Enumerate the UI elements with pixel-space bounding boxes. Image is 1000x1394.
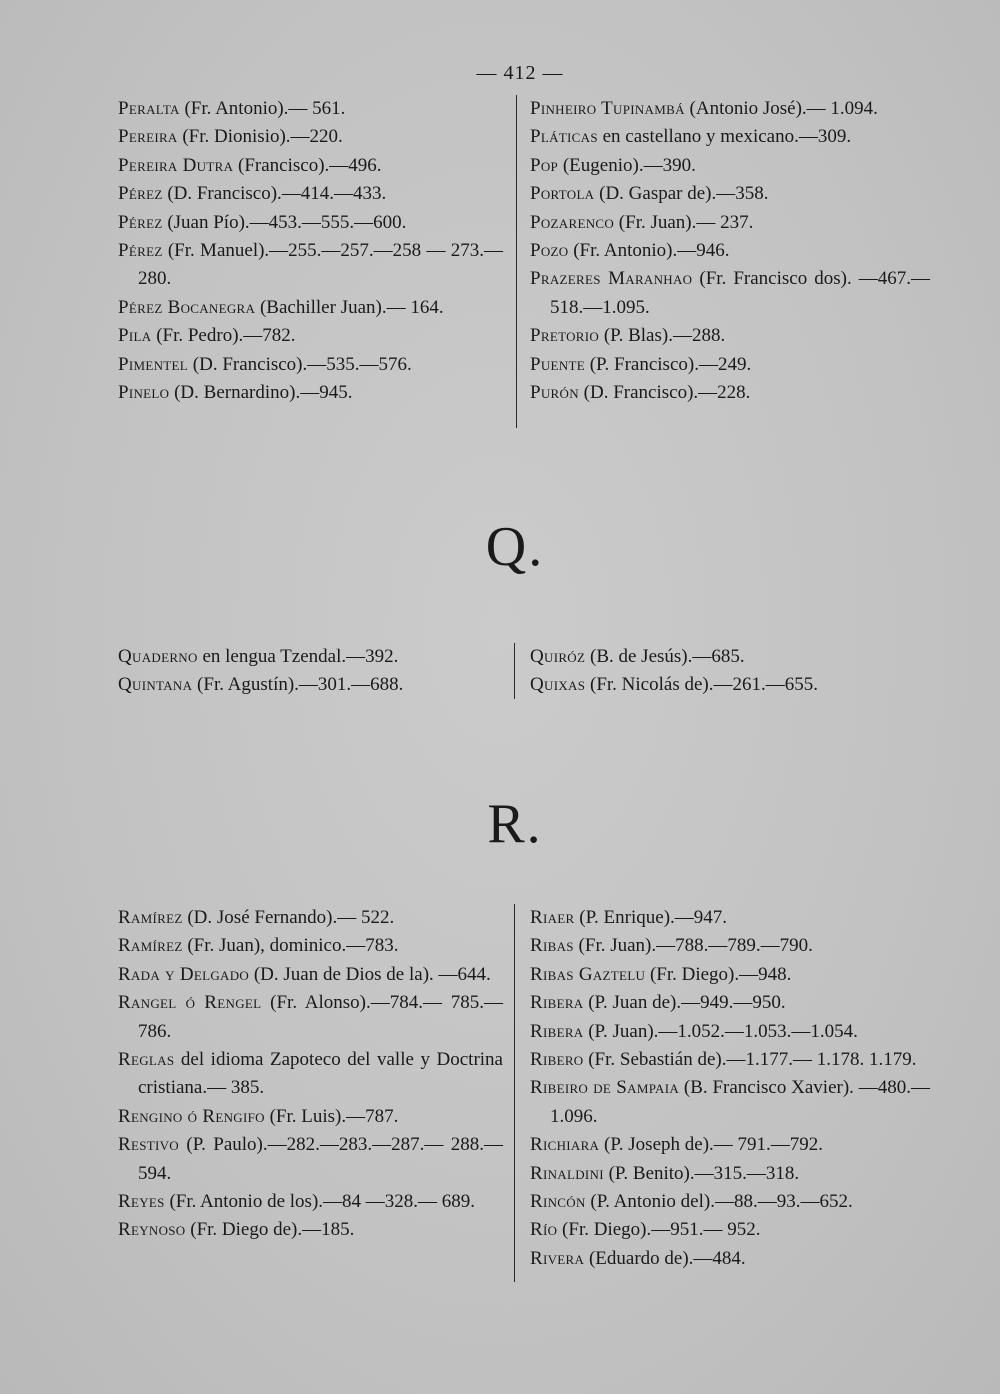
entry-reference: (P. Blas).—288. [599, 325, 726, 347]
entry-name: Reglas [118, 1049, 175, 1071]
entry-name: Pop [530, 154, 559, 176]
entry-name: Quintana [118, 674, 193, 696]
entry-name: Quiróz [530, 646, 586, 667]
index-entry [530, 123, 930, 151]
entry-name: Restivo [118, 1134, 179, 1156]
column-divider [514, 643, 515, 699]
entry-reference: (Fr. Manuel).—255.—257.—258 — 273.—280. [138, 240, 503, 290]
letter-heading-q: Q. [485, 516, 545, 578]
entry-name: Quixas [530, 674, 586, 696]
entry-name: Ramírez [118, 907, 183, 928]
index-entry [118, 989, 503, 1046]
entry-name: Pozarenco [530, 211, 615, 233]
index-entry [118, 379, 503, 407]
index-entry [118, 95, 503, 123]
index-entry [118, 1188, 503, 1216]
index-entry [118, 1216, 503, 1244]
entry-reference: (Antonio José).— 1.094. [684, 98, 878, 119]
entry-reference: (Fr. Diego).—948. [645, 963, 792, 985]
index-entry [530, 95, 930, 123]
entry-name: Ribera [530, 1020, 584, 1042]
index-entry [118, 1103, 503, 1131]
entry-name: Pérez [118, 183, 163, 205]
entry-name: Ramírez [118, 935, 183, 957]
index-entry [530, 904, 930, 932]
entry-name: Reyes [118, 1191, 165, 1213]
entry-name: Puente [530, 353, 585, 375]
entry-name: Rengino ó Rengifo [118, 1105, 265, 1127]
entry-reference: (Fr. Luis).—787. [264, 1105, 399, 1127]
index-entry [530, 1216, 930, 1244]
entry-reference: (Fr. Antonio).—946. [568, 240, 730, 262]
index-entry [118, 961, 503, 989]
entry-name: Riaer [530, 907, 575, 928]
entry-name: Richiara [530, 1134, 600, 1156]
section-r-left-column [118, 904, 503, 1245]
entry-name: Rinaldini [530, 1162, 604, 1184]
entry-name: Pláticas [530, 126, 598, 148]
entry-reference: (Fr. Francisco dos). —467.—518.—1.095. [550, 268, 930, 318]
section-p-left-column [118, 95, 503, 407]
index-entry [118, 294, 503, 322]
entry-name: Pinheiro Tupinambá [530, 98, 685, 119]
index-entry [530, 989, 930, 1017]
entry-reference: en lengua Tzendal.—392. [197, 646, 399, 667]
entry-name: Pereira [118, 126, 178, 148]
entry-name: Ribeiro de Sampaia [530, 1077, 680, 1099]
section-p [0, 95, 1000, 435]
index-entry [530, 1074, 930, 1131]
entry-reference: (P. Joseph de).— 791.—792. [599, 1134, 824, 1156]
entry-name: Pinelo [118, 382, 170, 404]
entry-reference: (P. Benito).—315.—318. [603, 1162, 800, 1184]
entry-name: Rivera [530, 1247, 585, 1269]
index-entry [118, 351, 503, 379]
index-entry [530, 1018, 930, 1046]
entry-reference: (Eduardo de).—484. [584, 1247, 746, 1269]
entry-name: Reynoso [118, 1219, 186, 1241]
entry-reference: (D. Juan de Dios de la). —644. [249, 963, 491, 985]
section-r [0, 904, 1000, 1294]
entry-name: Ribero [530, 1049, 584, 1071]
index-entry [530, 237, 930, 265]
entry-reference: (Fr. Nicolás de).—261.—655. [585, 674, 818, 696]
entry-reference: (P. Paulo).—282.—283.—287.— 288.—594. [138, 1134, 503, 1184]
index-entry [530, 671, 930, 699]
index-entry [530, 643, 930, 671]
index-entry [530, 961, 930, 989]
section-r-right-column [530, 904, 930, 1273]
entry-name: Ribas Gaztelu [530, 963, 646, 985]
entry-reference: (D. Gaspar de).—358. [594, 183, 769, 205]
index-entry [118, 237, 503, 294]
entry-reference: (P. Juan de).—949.—950. [583, 992, 786, 1014]
entry-name: Pretorio [530, 325, 600, 347]
entry-reference: (Fr. Antonio).— 561. [179, 98, 346, 119]
entry-reference: (Fr. Juan), dominico.—783. [182, 935, 399, 957]
entry-reference: del idioma Zapoteco del valle y Doctrina cristiana.— 385. [138, 1049, 503, 1099]
entry-reference: (Fr. Sebastián de).—1.177.— 1.178. 1.179. [583, 1049, 917, 1071]
index-entry [118, 932, 503, 960]
page-number: — 412 — [476, 62, 564, 84]
entry-name: Pérez Bocanegra [118, 296, 256, 318]
entry-name: Peralta [118, 98, 180, 119]
index-entry [118, 904, 503, 932]
entry-name: Quaderno [118, 646, 198, 667]
section-q-left-column [118, 643, 503, 700]
entry-name: Pereira Dutra [118, 154, 234, 176]
index-entry [118, 643, 503, 671]
entry-reference: (P. Juan).—1.052.—1.053.—1.054. [583, 1020, 858, 1042]
entry-name: Purón [530, 382, 579, 404]
entry-name: Pérez [118, 240, 163, 262]
entry-name: Ribera [530, 992, 584, 1014]
entry-reference: (Fr. Agustín).—301.—688. [192, 674, 404, 696]
entry-name: Pérez [118, 211, 163, 233]
index-entry [118, 322, 503, 350]
column-divider [514, 904, 515, 1282]
entry-reference: (Juan Pío).—453.—555.—600. [162, 211, 407, 233]
entry-name: Pimentel [118, 353, 189, 375]
index-entry [118, 152, 503, 180]
entry-reference: (Fr. Diego de).—185. [185, 1219, 355, 1241]
entry-reference: (B. Francisco Xavier). —480.—1.096. [550, 1077, 930, 1127]
index-entry [118, 123, 503, 151]
section-q [0, 643, 1000, 703]
entry-reference: (P. Antonio del).—88.—93.—652. [585, 1191, 853, 1213]
index-entry [530, 1188, 930, 1216]
entry-name: Rangel ó Rengel [118, 992, 262, 1014]
index-entry [118, 671, 503, 699]
entry-name: Ribas [530, 935, 574, 957]
entry-reference: (D. Francisco).—228. [578, 382, 751, 404]
entry-name: Rada y Delgado [118, 963, 250, 985]
index-entry [530, 351, 930, 379]
index-entry [118, 1046, 503, 1103]
column-divider [516, 95, 517, 428]
entry-name: Portola [530, 183, 595, 205]
entry-reference: (Fr. Juan).— 237. [614, 211, 754, 233]
index-entry [530, 180, 930, 208]
entry-reference: (Fr. Antonio de los).—84 —328.— 689. [164, 1191, 476, 1213]
entry-name: Rincón [530, 1191, 586, 1213]
entry-reference: (P. Enrique).—947. [574, 907, 728, 928]
entry-reference: (Eugenio).—390. [558, 154, 696, 176]
entry-name: Río [530, 1219, 558, 1241]
entry-reference: (Fr. Alonso).—784.— 785.—786. [138, 992, 503, 1042]
entry-reference: (D. Bernardino).—945. [169, 382, 353, 404]
section-p-right-column [530, 95, 930, 407]
letter-heading-r: R. [487, 793, 543, 855]
entry-reference: (D. José Fernando).— 522. [182, 907, 395, 928]
entry-reference: (Fr. Pedro).—782. [151, 325, 296, 347]
index-entry [118, 180, 503, 208]
entry-reference: (B. de Jesús).—685. [585, 646, 745, 667]
index-entry [530, 1160, 930, 1188]
index-entry [118, 1131, 503, 1188]
index-entry [530, 1131, 930, 1159]
section-q-right-column [530, 643, 930, 700]
entry-reference: (Fr. Dionisio).—220. [177, 126, 343, 148]
index-entry [530, 379, 930, 407]
entry-reference: (D. Francisco).—414.—433. [162, 183, 387, 205]
entry-name: Pila [118, 325, 152, 347]
entry-reference: (Fr. Diego).—951.— 952. [557, 1219, 761, 1241]
entry-name: Pozo [530, 240, 569, 262]
entry-reference: (D. Francisco).—535.—576. [188, 353, 412, 375]
entry-name: Prazeres Maranhao [530, 268, 693, 290]
index-entry [530, 322, 930, 350]
index-entry [530, 152, 930, 180]
index-entry [530, 1046, 930, 1074]
index-entry [118, 209, 503, 237]
entry-reference: (Francisco).—496. [233, 154, 382, 176]
entry-reference: en castellano y mexicano.—309. [597, 126, 852, 148]
index-entry [530, 265, 930, 322]
entry-reference: (Bachiller Juan).— 164. [255, 296, 444, 318]
index-entry [530, 932, 930, 960]
index-entry [530, 1245, 930, 1273]
entry-reference: (Fr. Juan).—788.—789.—790. [573, 935, 813, 957]
index-entry [530, 209, 930, 237]
entry-reference: (P. Francisco).—249. [584, 353, 752, 375]
